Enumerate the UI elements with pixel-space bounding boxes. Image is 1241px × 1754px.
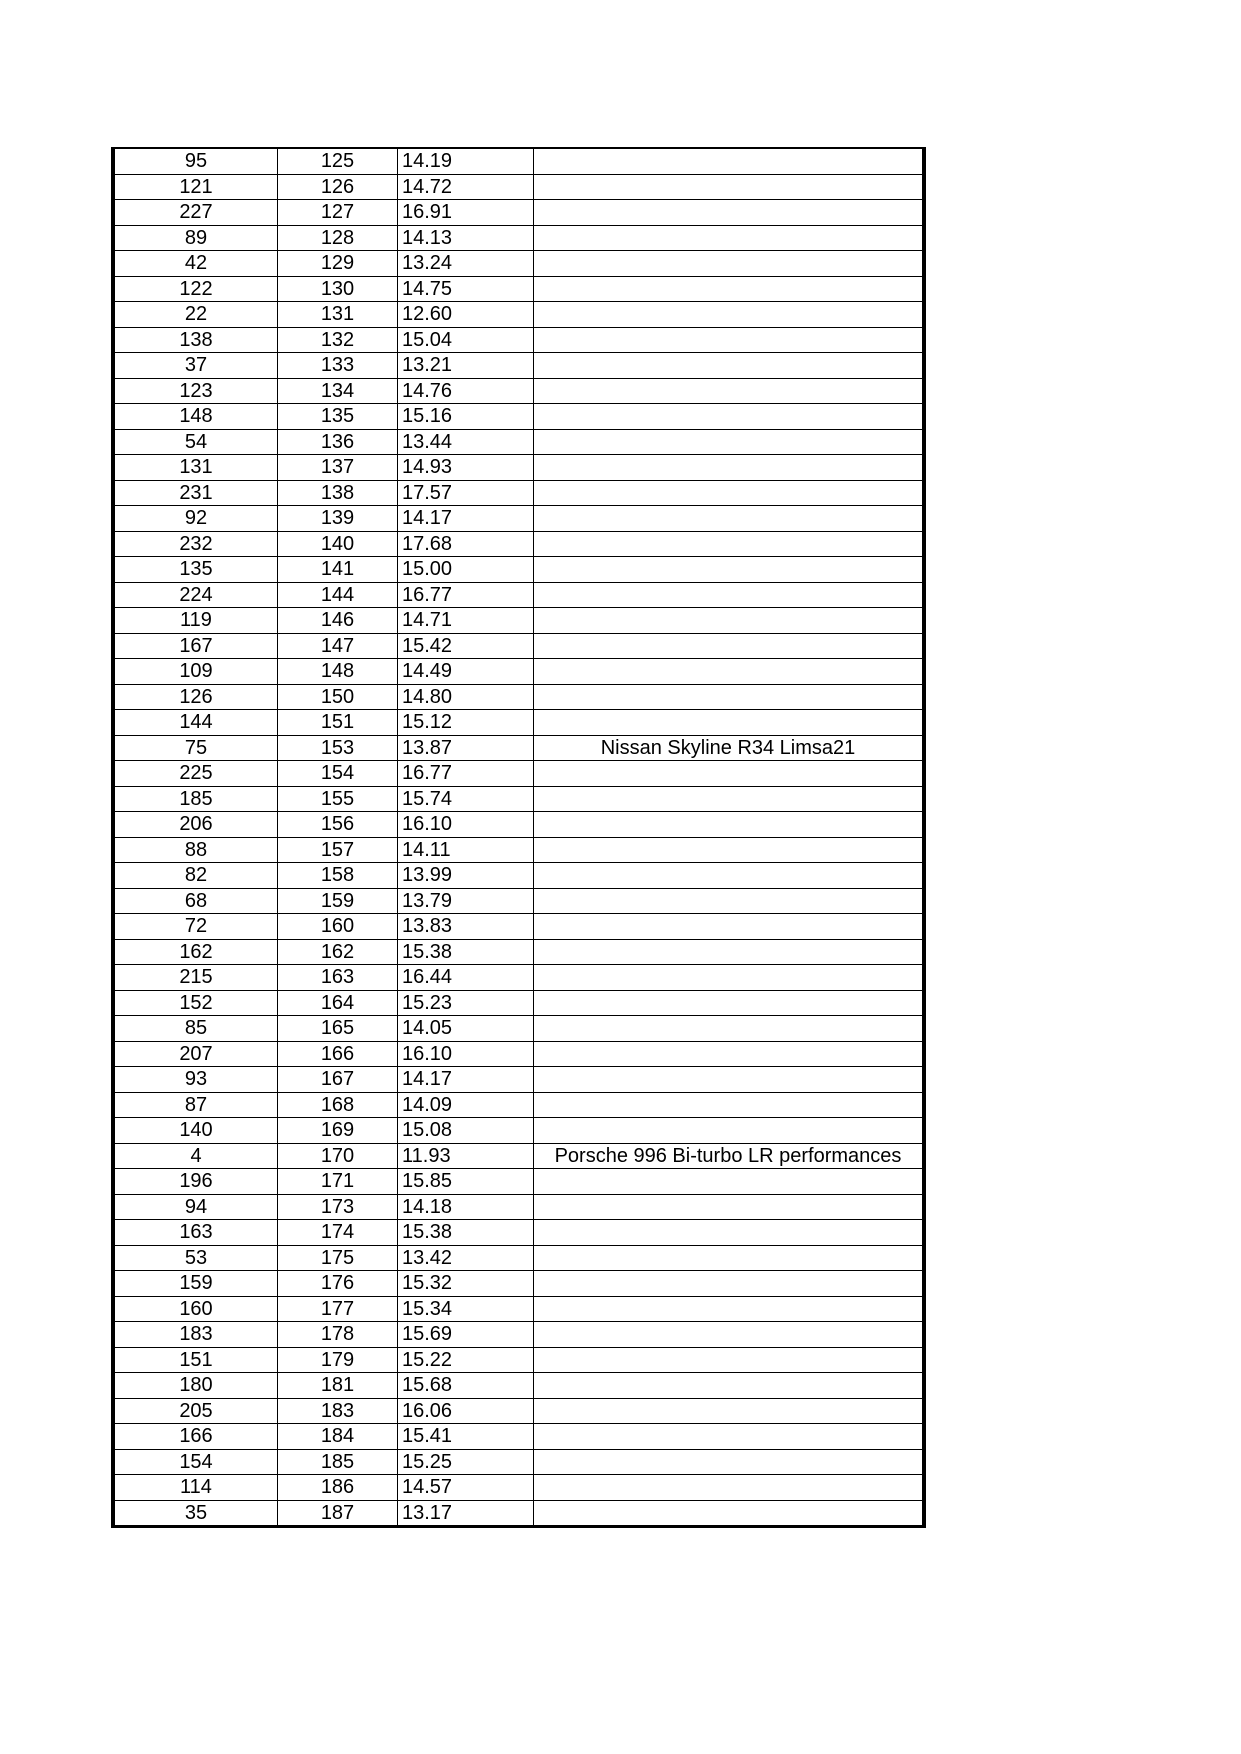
time-cell: 14.18 — [398, 1194, 534, 1220]
rank-cell: 131 — [113, 455, 278, 481]
number-cell: 179 — [278, 1347, 398, 1373]
rank-cell: 135 — [113, 557, 278, 583]
time-cell: 14.80 — [398, 684, 534, 710]
car-cell: Nissan Skyline R34 Limsa21 — [534, 735, 925, 761]
time-cell: 14.71 — [398, 608, 534, 634]
car-cell — [534, 1092, 925, 1118]
table-row — [113, 1169, 924, 1195]
table-row — [113, 1271, 924, 1297]
time-cell: 14.05 — [398, 1016, 534, 1042]
time-cell: 15.25 — [398, 1449, 534, 1475]
table-row — [113, 608, 924, 634]
car-cell — [534, 531, 925, 557]
time-cell: 15.85 — [398, 1169, 534, 1195]
table-row — [113, 633, 924, 659]
rank-cell: 75 — [113, 735, 278, 761]
time-cell: 13.44 — [398, 429, 534, 455]
rank-cell: 159 — [113, 1271, 278, 1297]
rank-cell: 167 — [113, 633, 278, 659]
rank-cell: 163 — [113, 1220, 278, 1246]
rank-cell: 22 — [113, 302, 278, 328]
table-row — [113, 1398, 924, 1424]
results-table-body — [113, 148, 924, 1527]
table-row — [113, 200, 924, 226]
table-row — [113, 1194, 924, 1220]
number-cell: 173 — [278, 1194, 398, 1220]
number-cell: 168 — [278, 1092, 398, 1118]
number-cell: 129 — [278, 251, 398, 277]
rank-cell: 109 — [113, 659, 278, 685]
rank-cell: 144 — [113, 710, 278, 736]
time-cell: 14.76 — [398, 378, 534, 404]
number-cell: 128 — [278, 225, 398, 251]
rank-cell: 162 — [113, 939, 278, 965]
time-cell: 16.10 — [398, 812, 534, 838]
number-cell: 169 — [278, 1118, 398, 1144]
rank-cell: 126 — [113, 684, 278, 710]
rank-cell: 37 — [113, 353, 278, 379]
car-cell — [534, 353, 925, 379]
number-cell: 138 — [278, 480, 398, 506]
time-cell: 15.68 — [398, 1373, 534, 1399]
number-cell: 154 — [278, 761, 398, 787]
rank-cell: 205 — [113, 1398, 278, 1424]
table-row — [113, 174, 924, 200]
number-cell: 136 — [278, 429, 398, 455]
number-cell: 181 — [278, 1373, 398, 1399]
car-cell — [534, 1067, 925, 1093]
car-cell — [534, 1118, 925, 1144]
number-cell: 176 — [278, 1271, 398, 1297]
car-cell — [534, 1347, 925, 1373]
rank-cell: 206 — [113, 812, 278, 838]
time-cell: 12.60 — [398, 302, 534, 328]
number-cell: 175 — [278, 1245, 398, 1271]
rank-cell: 92 — [113, 506, 278, 532]
rank-cell: 89 — [113, 225, 278, 251]
rank-cell: 4 — [113, 1143, 278, 1169]
table-row — [113, 1245, 924, 1271]
table-row — [113, 710, 924, 736]
car-cell — [534, 863, 925, 889]
car-cell: Porsche 996 Bi-turbo LR performances — [534, 1143, 925, 1169]
rank-cell: 160 — [113, 1296, 278, 1322]
rank-cell: 87 — [113, 1092, 278, 1118]
number-cell: 177 — [278, 1296, 398, 1322]
rank-cell: 140 — [113, 1118, 278, 1144]
time-cell: 15.38 — [398, 939, 534, 965]
time-cell: 16.77 — [398, 761, 534, 787]
rank-cell: 35 — [113, 1500, 278, 1527]
number-cell: 163 — [278, 965, 398, 991]
rank-cell: 114 — [113, 1475, 278, 1501]
car-cell — [534, 429, 925, 455]
number-cell: 158 — [278, 863, 398, 889]
table-row — [113, 1092, 924, 1118]
table-row — [113, 404, 924, 430]
rank-cell: 166 — [113, 1424, 278, 1450]
car-cell — [534, 939, 925, 965]
car-cell — [534, 1449, 925, 1475]
number-cell: 150 — [278, 684, 398, 710]
rank-cell: 207 — [113, 1041, 278, 1067]
time-cell: 13.24 — [398, 251, 534, 277]
rank-cell: 88 — [113, 837, 278, 863]
car-cell — [534, 837, 925, 863]
table-row — [113, 531, 924, 557]
car-cell — [534, 557, 925, 583]
time-cell: 15.08 — [398, 1118, 534, 1144]
car-cell — [534, 1322, 925, 1348]
table-row — [113, 1220, 924, 1246]
car-cell — [534, 1169, 925, 1195]
time-cell: 13.87 — [398, 735, 534, 761]
time-cell: 15.22 — [398, 1347, 534, 1373]
time-cell: 11.93 — [398, 1143, 534, 1169]
rank-cell: 121 — [113, 174, 278, 200]
number-cell: 162 — [278, 939, 398, 965]
table-row — [113, 1449, 924, 1475]
time-cell: 14.13 — [398, 225, 534, 251]
number-cell: 183 — [278, 1398, 398, 1424]
time-cell: 15.32 — [398, 1271, 534, 1297]
time-cell: 15.74 — [398, 786, 534, 812]
car-cell — [534, 1016, 925, 1042]
time-cell: 15.23 — [398, 990, 534, 1016]
time-cell: 15.04 — [398, 327, 534, 353]
car-cell — [534, 633, 925, 659]
rank-cell: 54 — [113, 429, 278, 455]
table-row — [113, 378, 924, 404]
rank-cell: 122 — [113, 276, 278, 302]
time-cell: 15.38 — [398, 1220, 534, 1246]
number-cell: 134 — [278, 378, 398, 404]
car-cell — [534, 480, 925, 506]
time-cell: 14.17 — [398, 1067, 534, 1093]
time-cell: 15.34 — [398, 1296, 534, 1322]
table-row — [113, 990, 924, 1016]
time-cell: 16.44 — [398, 965, 534, 991]
car-cell — [534, 1424, 925, 1450]
car-cell — [534, 1373, 925, 1399]
number-cell: 153 — [278, 735, 398, 761]
car-cell — [534, 1500, 925, 1527]
car-cell — [534, 888, 925, 914]
number-cell: 184 — [278, 1424, 398, 1450]
car-cell — [534, 1194, 925, 1220]
time-cell: 15.16 — [398, 404, 534, 430]
number-cell: 167 — [278, 1067, 398, 1093]
table-row — [113, 1373, 924, 1399]
table-row — [113, 557, 924, 583]
table-row — [113, 1118, 924, 1144]
time-cell: 13.83 — [398, 914, 534, 940]
rank-cell: 196 — [113, 1169, 278, 1195]
car-cell — [534, 582, 925, 608]
table-row — [113, 225, 924, 251]
rank-cell: 82 — [113, 863, 278, 889]
rank-cell: 180 — [113, 1373, 278, 1399]
rank-cell: 183 — [113, 1322, 278, 1348]
table-row — [113, 914, 924, 940]
rank-cell: 224 — [113, 582, 278, 608]
car-cell — [534, 1271, 925, 1297]
table-row — [113, 761, 924, 787]
number-cell: 140 — [278, 531, 398, 557]
car-cell — [534, 455, 925, 481]
rank-cell: 154 — [113, 1449, 278, 1475]
table-row — [113, 480, 924, 506]
number-cell: 131 — [278, 302, 398, 328]
table-row — [113, 455, 924, 481]
table-row — [113, 327, 924, 353]
car-cell — [534, 965, 925, 991]
time-cell: 14.57 — [398, 1475, 534, 1501]
car-cell — [534, 1041, 925, 1067]
rank-cell: 95 — [113, 148, 278, 174]
car-cell — [534, 684, 925, 710]
time-cell: 13.99 — [398, 863, 534, 889]
table-row — [113, 888, 924, 914]
car-cell — [534, 200, 925, 226]
time-cell: 14.17 — [398, 506, 534, 532]
number-cell: 166 — [278, 1041, 398, 1067]
time-cell: 16.10 — [398, 1041, 534, 1067]
number-cell: 157 — [278, 837, 398, 863]
car-cell — [534, 225, 925, 251]
rank-cell: 53 — [113, 1245, 278, 1271]
car-cell — [534, 710, 925, 736]
table-row — [113, 1067, 924, 1093]
table-row — [113, 1500, 924, 1527]
rank-cell: 123 — [113, 378, 278, 404]
number-cell: 144 — [278, 582, 398, 608]
time-cell: 14.09 — [398, 1092, 534, 1118]
car-cell — [534, 1398, 925, 1424]
number-cell: 174 — [278, 1220, 398, 1246]
car-cell — [534, 276, 925, 302]
time-cell: 16.77 — [398, 582, 534, 608]
time-cell: 17.57 — [398, 480, 534, 506]
car-cell — [534, 174, 925, 200]
table-row — [113, 684, 924, 710]
table-row — [113, 1347, 924, 1373]
number-cell: 155 — [278, 786, 398, 812]
car-cell — [534, 148, 925, 174]
rank-cell: 94 — [113, 1194, 278, 1220]
car-cell — [534, 378, 925, 404]
rank-cell: 231 — [113, 480, 278, 506]
rank-cell: 85 — [113, 1016, 278, 1042]
time-cell: 14.49 — [398, 659, 534, 685]
time-cell: 15.00 — [398, 557, 534, 583]
number-cell: 171 — [278, 1169, 398, 1195]
number-cell: 165 — [278, 1016, 398, 1042]
number-cell: 130 — [278, 276, 398, 302]
number-cell: 185 — [278, 1449, 398, 1475]
table-row — [113, 353, 924, 379]
number-cell: 156 — [278, 812, 398, 838]
table-row — [113, 251, 924, 277]
car-cell — [534, 812, 925, 838]
number-cell: 187 — [278, 1500, 398, 1527]
car-cell — [534, 990, 925, 1016]
table-row — [113, 1322, 924, 1348]
number-cell: 170 — [278, 1143, 398, 1169]
table-row — [113, 837, 924, 863]
time-cell: 14.11 — [398, 837, 534, 863]
number-cell: 148 — [278, 659, 398, 685]
number-cell: 159 — [278, 888, 398, 914]
rank-cell: 138 — [113, 327, 278, 353]
rank-cell: 72 — [113, 914, 278, 940]
time-cell: 13.17 — [398, 1500, 534, 1527]
table-row — [113, 965, 924, 991]
car-cell — [534, 914, 925, 940]
table-row — [113, 659, 924, 685]
car-cell — [534, 659, 925, 685]
number-cell: 132 — [278, 327, 398, 353]
table-row — [113, 506, 924, 532]
car-cell — [534, 1475, 925, 1501]
time-cell: 13.42 — [398, 1245, 534, 1271]
table-row — [113, 1016, 924, 1042]
table-row — [113, 1475, 924, 1501]
time-cell: 17.68 — [398, 531, 534, 557]
number-cell: 141 — [278, 557, 398, 583]
number-cell: 126 — [278, 174, 398, 200]
time-cell: 16.91 — [398, 200, 534, 226]
time-cell: 14.72 — [398, 174, 534, 200]
results-table — [111, 147, 926, 1528]
number-cell: 164 — [278, 990, 398, 1016]
number-cell: 151 — [278, 710, 398, 736]
rank-cell: 185 — [113, 786, 278, 812]
table-row — [113, 429, 924, 455]
time-cell: 15.69 — [398, 1322, 534, 1348]
time-cell: 15.42 — [398, 633, 534, 659]
table-row — [113, 939, 924, 965]
table-row — [113, 812, 924, 838]
rank-cell: 68 — [113, 888, 278, 914]
time-cell: 13.79 — [398, 888, 534, 914]
time-cell: 13.21 — [398, 353, 534, 379]
number-cell: 160 — [278, 914, 398, 940]
table-row — [113, 1424, 924, 1450]
time-cell: 14.75 — [398, 276, 534, 302]
number-cell: 135 — [278, 404, 398, 430]
time-cell: 14.93 — [398, 455, 534, 481]
rank-cell: 225 — [113, 761, 278, 787]
table-row — [113, 735, 924, 761]
number-cell: 178 — [278, 1322, 398, 1348]
rank-cell: 151 — [113, 1347, 278, 1373]
table-row — [113, 1296, 924, 1322]
car-cell — [534, 506, 925, 532]
rank-cell: 93 — [113, 1067, 278, 1093]
table-row — [113, 863, 924, 889]
car-cell — [534, 1245, 925, 1271]
number-cell: 186 — [278, 1475, 398, 1501]
table-row — [113, 148, 924, 174]
car-cell — [534, 1220, 925, 1246]
table-row — [113, 1143, 924, 1169]
number-cell: 146 — [278, 608, 398, 634]
number-cell: 127 — [278, 200, 398, 226]
rank-cell: 215 — [113, 965, 278, 991]
table-row — [113, 1041, 924, 1067]
time-cell: 15.41 — [398, 1424, 534, 1450]
table-row — [113, 582, 924, 608]
car-cell — [534, 608, 925, 634]
number-cell: 139 — [278, 506, 398, 532]
car-cell — [534, 761, 925, 787]
rank-cell: 148 — [113, 404, 278, 430]
rank-cell: 152 — [113, 990, 278, 1016]
table-row — [113, 786, 924, 812]
number-cell: 133 — [278, 353, 398, 379]
table-row — [113, 276, 924, 302]
table-row — [113, 302, 924, 328]
car-cell — [534, 302, 925, 328]
number-cell: 147 — [278, 633, 398, 659]
time-cell: 16.06 — [398, 1398, 534, 1424]
time-cell: 15.12 — [398, 710, 534, 736]
rank-cell: 119 — [113, 608, 278, 634]
time-cell: 14.19 — [398, 148, 534, 174]
car-cell — [534, 251, 925, 277]
rank-cell: 42 — [113, 251, 278, 277]
rank-cell: 227 — [113, 200, 278, 226]
car-cell — [534, 404, 925, 430]
number-cell: 137 — [278, 455, 398, 481]
car-cell — [534, 327, 925, 353]
car-cell — [534, 786, 925, 812]
number-cell: 125 — [278, 148, 398, 174]
rank-cell: 232 — [113, 531, 278, 557]
car-cell — [534, 1296, 925, 1322]
